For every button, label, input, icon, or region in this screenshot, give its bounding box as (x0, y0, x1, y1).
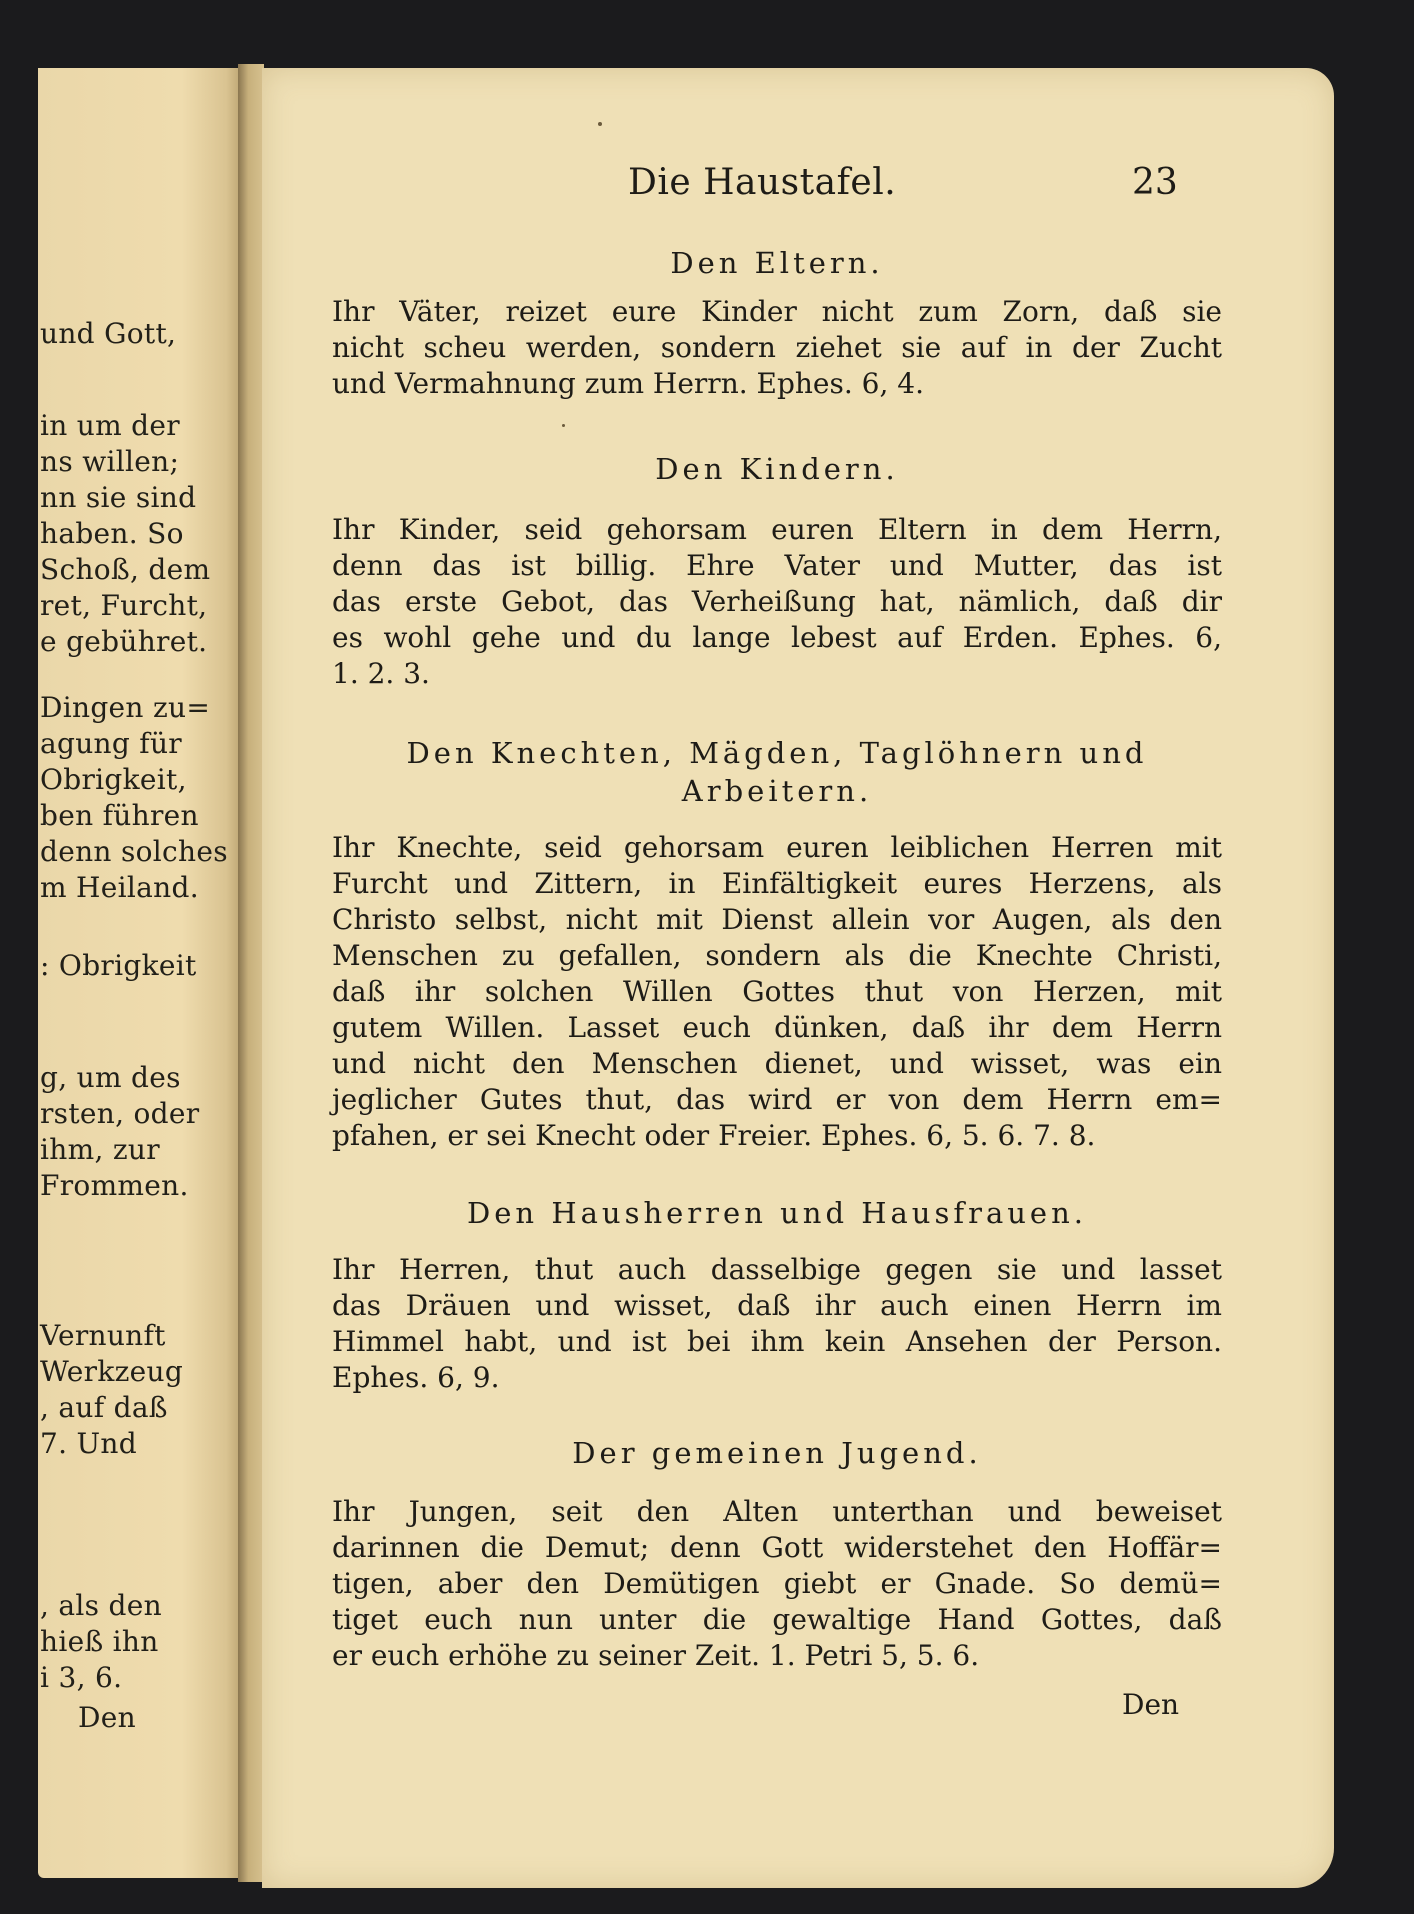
text-line: Menschen zu gefallen, sondern als die Knechte Christi, (332, 939, 1222, 972)
text-line: Himmel habt, und ist bei ihm kein Ansehen der Person. (332, 1325, 1222, 1358)
text-line: und nicht den Menschen dienet, und wisset, was ein (332, 1047, 1222, 1080)
text-line: er euch erhöhe zu seiner Zeit. 1. Petri 5, 5. 6. (332, 1639, 980, 1672)
right-page (262, 68, 1334, 1888)
text-line: es wohl gehe und du lange lebest auf Erden. Ephes. 6, (332, 621, 1222, 654)
left-page-line: Dingen zu= (40, 691, 211, 724)
text-line: Ihr Knechte, seid gehorsam euren leiblichen Herren mit (332, 831, 1222, 864)
text-line: Ihr Jungen, seit den Alten unterthan und beweiset (332, 1495, 1222, 1528)
book-gutter (238, 64, 264, 1882)
left-page-line: Frommen. (40, 1169, 189, 1202)
left-page-line: hieß ihn (40, 1625, 159, 1658)
catchword: Den (1122, 1688, 1180, 1721)
left-page-line: agung für (40, 727, 182, 760)
text-line: denn das ist billig. Ehre Vater und Mutter, das ist (332, 549, 1222, 582)
section-heading: Den Eltern. (670, 246, 884, 280)
left-page-line: nn sie sind (40, 481, 197, 514)
running-title: Die Haustafel. (628, 162, 897, 203)
text-line: tiget euch nun unter die gewaltige Hand Gottes, daß (332, 1603, 1222, 1636)
section-heading-continuation: Arbeitern. (681, 774, 873, 808)
left-page-line: rsten, oder (40, 1097, 200, 1130)
left-page-line: , auf daß (40, 1391, 168, 1424)
text-line: Ihr Kinder, seid gehorsam euren Eltern in dem Herrn, (332, 513, 1222, 546)
left-page-line: Werkzeug (40, 1355, 184, 1388)
left-page-line: m Heiland. (40, 871, 199, 904)
left-page-line: : Obrigkeit (40, 949, 197, 982)
left-page-line: Obrigkeit, (40, 763, 187, 796)
text-line: gutem Willen. Lasset euch dünken, daß ihr dem Herrn (332, 1011, 1222, 1044)
text-line: und Vermahnung zum Herrn. Ephes. 6, 4. (332, 367, 924, 400)
paper-speck (562, 424, 565, 427)
text-line: Ihr Väter, reizet eure Kinder nicht zum Zorn, daß sie (332, 295, 1222, 328)
left-page-line: ihm, zur (40, 1133, 160, 1166)
text-line: nicht scheu werden, sondern ziehet sie auf in der Zucht (332, 331, 1222, 364)
paper-speck (598, 122, 602, 126)
text-line: das erste Gebot, das Verheißung hat, nämlich, daß dir (332, 585, 1222, 618)
text-line: 1. 2. 3. (332, 657, 430, 690)
text-line: jeglicher Gutes thut, das wird er von dem Herrn em= (332, 1083, 1222, 1116)
left-page-line: ben führen (40, 799, 199, 832)
left-page-line: ret, Furcht, (40, 589, 208, 622)
left-page-line: g, um des (40, 1061, 181, 1094)
left-page-line: 7. Und (40, 1427, 137, 1460)
left-page-line: i 3, 6. (40, 1661, 123, 1694)
left-page-line: ns willen; (40, 445, 180, 478)
left-page-line: in um der (40, 409, 180, 442)
text-line: darinnen die Demut; denn Gott widerstehet den Hoffär= (332, 1531, 1222, 1564)
section-heading: Den Kindern. (655, 452, 899, 486)
page-number: 23 (1132, 162, 1178, 203)
left-page-line: haben. So (40, 517, 184, 550)
left-page-line: Vernunft (40, 1319, 166, 1352)
left-facing-page (38, 68, 243, 1878)
left-page-line: Schoß, dem (40, 553, 211, 586)
text-line: das Dräuen und wisset, daß ihr auch einen Herrn im (332, 1289, 1222, 1322)
section-heading: Den Knechten, Mägden, Taglöhnern und (406, 736, 1148, 770)
text-line: tigen, aber den Demütigen giebt er Gnade. So demü= (332, 1567, 1222, 1600)
text-line: Christo selbst, nicht mit Dienst allein vor Augen, als den (332, 903, 1222, 936)
section-heading: Der gemeinen Jugend. (572, 1436, 982, 1470)
text-line: Ephes. 6, 9. (332, 1361, 500, 1394)
text-line: daß ihr solchen Willen Gottes thut von Herzen, mit (332, 975, 1222, 1008)
section-heading: Den Hausherren und Hausfrauen. (467, 1196, 1087, 1230)
left-page-line: denn solches (40, 835, 228, 868)
left-page-line: Den (78, 1701, 136, 1734)
left-page-line: und Gott, (40, 317, 177, 350)
text-line: pfahen, er sei Knecht oder Freier. Ephes. 6, 5. 6. 7. 8. (332, 1119, 1096, 1152)
left-page-line: , als den (40, 1589, 162, 1622)
left-page-line: e gebühret. (40, 625, 208, 658)
text-line: Furcht und Zittern, in Einfältigkeit eures Herzens, als (332, 867, 1222, 900)
text-line: Ihr Herren, thut auch dasselbige gegen sie und lasset (332, 1253, 1222, 1286)
